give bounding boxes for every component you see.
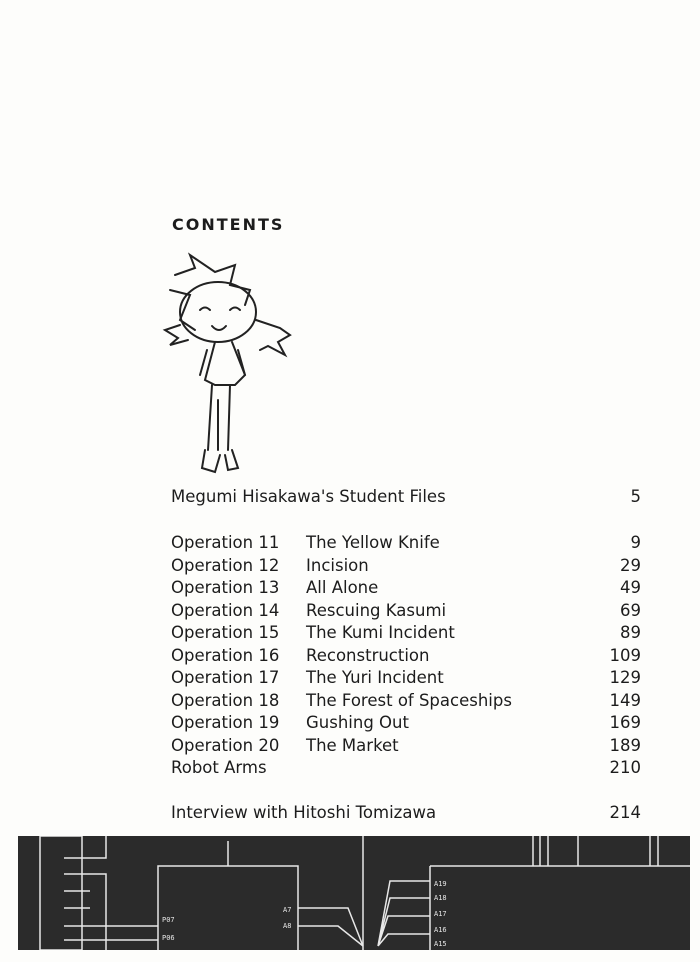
circuit-label: A19 <box>434 880 447 888</box>
entry-title: Incision <box>306 555 369 575</box>
circuit-label: A18 <box>434 894 447 902</box>
entry-operation: Operation 14 <box>171 600 280 620</box>
toc-entry-chapter[interactable] <box>171 600 641 622</box>
entry-title: The Market <box>306 735 399 755</box>
entry-title: The Forest of Spaceships <box>306 690 512 710</box>
entry-title: The Yellow Knife <box>306 533 440 552</box>
circuit-label: P06 <box>162 934 175 942</box>
entry-page: 210 <box>609 758 641 777</box>
entry-page: 214 <box>609 803 641 822</box>
entry-page: 169 <box>609 713 641 732</box>
entry-page: 89 <box>620 623 641 642</box>
entry-title: Robot Arms <box>171 758 267 777</box>
entry-page: 109 <box>609 645 641 665</box>
entry-title: Interview with Hitoshi Tomizawa <box>171 803 437 822</box>
toc-entry-chapter[interactable] <box>171 532 641 554</box>
entry-title: Gushing Out <box>306 713 409 732</box>
entry-operation: Operation 17 <box>171 668 280 687</box>
circuit-label: A15 <box>434 940 447 948</box>
toc-entry-chapter[interactable] <box>171 667 641 689</box>
entry-page: 129 <box>609 668 641 687</box>
entry-page: 5 <box>630 487 641 506</box>
entry-operation: Operation 16 <box>171 645 280 665</box>
circuit-diagram-band <box>18 836 690 950</box>
toc-entry-chapter[interactable] <box>171 577 641 599</box>
entry-page: 149 <box>609 690 641 710</box>
entry-page: 189 <box>609 735 641 755</box>
contents-heading: CONTENTS <box>172 215 285 234</box>
entry-title: All Alone <box>306 578 379 597</box>
entry-operation: Operation 13 <box>171 578 280 597</box>
circuit-label: A17 <box>434 910 447 918</box>
circuit-label: A7 <box>283 906 292 914</box>
toc-entry-chapter[interactable] <box>171 690 641 712</box>
toc-entry-chapter[interactable] <box>171 645 641 667</box>
entry-operation: Operation 18 <box>171 690 280 710</box>
entry-title: The Yuri Incident <box>306 668 444 687</box>
entry-operation: Operation 19 <box>171 713 280 732</box>
entry-title: Rescuing Kasumi <box>306 600 447 620</box>
entry-page: 49 <box>620 578 641 597</box>
toc-entry-chapter[interactable] <box>171 555 641 577</box>
toc-entry-chapter[interactable] <box>171 712 641 734</box>
entry-operation: Operation 20 <box>171 735 280 755</box>
toc-entry-intro[interactable] <box>171 486 641 508</box>
circuit-label: A8 <box>283 922 292 930</box>
toc-entry-interview[interactable] <box>171 802 641 824</box>
entry-operation: Operation 12 <box>171 555 280 575</box>
entry-title: The Kumi Incident <box>306 623 455 642</box>
toc-entry-chapter[interactable] <box>171 622 641 644</box>
circuit-label: A16 <box>434 926 447 934</box>
entry-page: 29 <box>620 555 641 575</box>
toc-entry-chapter[interactable] <box>171 735 641 757</box>
entry-operation: Operation 11 <box>171 533 280 552</box>
entry-title: Megumi Hisakawa's Student Files <box>171 487 446 506</box>
circuit-label: P07 <box>162 916 175 924</box>
entry-title: Reconstruction <box>306 645 430 665</box>
entry-page: 69 <box>620 600 641 620</box>
chibi-character-illustration <box>160 250 320 480</box>
entry-page: 9 <box>630 533 641 552</box>
entry-operation: Operation 15 <box>171 623 280 642</box>
toc-entry-robot-arms[interactable] <box>171 757 641 779</box>
